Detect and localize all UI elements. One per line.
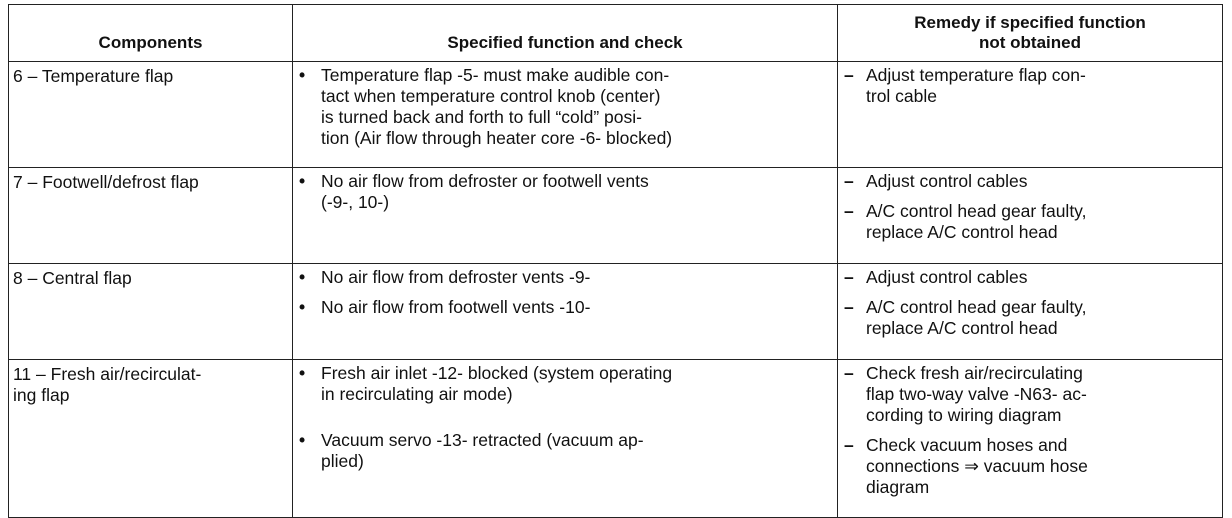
check-item bbox=[293, 427, 837, 476]
component-line: 11 – Fresh air/recirculat- bbox=[13, 364, 202, 384]
check-cell bbox=[293, 264, 838, 360]
component-line: 8 – Central flap bbox=[13, 268, 132, 288]
check-item bbox=[293, 168, 837, 217]
header-function: Specified function and check bbox=[293, 5, 838, 62]
dash-icon: – bbox=[844, 363, 854, 383]
bullet-icon: • bbox=[299, 65, 306, 85]
remedy-item bbox=[838, 432, 1222, 502]
remedy-line: flap two-way valve -N63- ac- bbox=[866, 384, 1087, 404]
remedy-cell bbox=[838, 62, 1223, 168]
check-item bbox=[293, 360, 837, 409]
check-line: tact when temperature control knob (center) bbox=[321, 86, 661, 106]
component-cell bbox=[9, 264, 293, 360]
component-cell bbox=[9, 360, 293, 518]
dash-icon: – bbox=[844, 65, 854, 85]
dash-icon: – bbox=[844, 201, 854, 221]
check-line: is turned back and forth to full “cold” posi- bbox=[321, 107, 642, 127]
remedy-cell bbox=[838, 360, 1223, 518]
remedy-item bbox=[838, 62, 1222, 111]
remedy-line: Check vacuum hoses and bbox=[866, 435, 1068, 455]
check-item bbox=[293, 264, 837, 292]
check-item bbox=[293, 62, 837, 153]
component-cell bbox=[9, 168, 293, 264]
bullet-icon: • bbox=[299, 363, 306, 383]
check-line: in recirculating air mode) bbox=[321, 384, 513, 404]
check-line: Vacuum servo -13- retracted (vacuum ap- bbox=[321, 430, 644, 450]
remedy-line: cording to wiring diagram bbox=[866, 405, 1062, 425]
dash-icon: – bbox=[844, 267, 854, 287]
dash-icon: – bbox=[844, 435, 854, 455]
check-line: Temperature flap -5- must make audible con- bbox=[321, 65, 670, 85]
spec-table-container bbox=[8, 4, 1222, 518]
remedy-line: trol cable bbox=[866, 86, 938, 106]
header-components: Components bbox=[9, 5, 293, 62]
remedy-item bbox=[838, 264, 1222, 292]
table-row bbox=[9, 264, 1223, 360]
check-line: No air flow from footwell vents -10- bbox=[321, 297, 591, 317]
remedy-item bbox=[838, 360, 1222, 430]
remedy-cell bbox=[838, 168, 1223, 264]
remedy-line: diagram bbox=[866, 477, 930, 497]
check-line: (-9-, 10-) bbox=[321, 192, 390, 212]
spec-table bbox=[8, 4, 1223, 518]
check-line: plied) bbox=[321, 451, 364, 471]
remedy-cell bbox=[838, 264, 1223, 360]
component-line: 7 – Footwell/defrost flap bbox=[13, 172, 199, 192]
dash-icon: – bbox=[844, 297, 854, 317]
check-cell bbox=[293, 360, 838, 518]
remedy-line: A/C control head gear faulty, bbox=[866, 201, 1087, 221]
header-remedy-line: Remedy if specified function bbox=[914, 13, 1146, 32]
bullet-icon: • bbox=[299, 267, 306, 287]
check-line: No air flow from defroster or footwell vents bbox=[321, 171, 649, 191]
bullet-icon: • bbox=[299, 430, 306, 450]
check-line: No air flow from defroster vents -9- bbox=[321, 267, 591, 287]
remedy-line: replace A/C control head bbox=[866, 318, 1058, 338]
bullet-icon: • bbox=[299, 171, 306, 191]
component-line: ing flap bbox=[13, 385, 70, 405]
header-remedy-line: not obtained bbox=[979, 33, 1081, 52]
table-row bbox=[9, 62, 1223, 168]
component-cell bbox=[9, 62, 293, 168]
remedy-line: connections ⇒ vacuum hose bbox=[866, 456, 1088, 476]
remedy-line: replace A/C control head bbox=[866, 222, 1058, 242]
dash-icon: – bbox=[844, 171, 854, 191]
remedy-item bbox=[838, 168, 1222, 196]
check-item bbox=[293, 294, 837, 322]
table-row bbox=[9, 168, 1223, 264]
table-row bbox=[9, 360, 1223, 518]
bullet-icon: • bbox=[299, 297, 306, 317]
check-line: tion (Air flow through heater core -6- blocked) bbox=[321, 128, 673, 148]
component-line: 6 – Temperature flap bbox=[13, 66, 174, 86]
remedy-line: Adjust temperature flap con- bbox=[866, 65, 1086, 85]
remedy-line: Adjust control cables bbox=[866, 171, 1028, 191]
remedy-item bbox=[838, 294, 1222, 343]
check-cell bbox=[293, 168, 838, 264]
remedy-item bbox=[838, 198, 1222, 247]
check-cell bbox=[293, 62, 838, 168]
header-remedy bbox=[838, 5, 1223, 62]
remedy-line: A/C control head gear faulty, bbox=[866, 297, 1087, 317]
remedy-line: Adjust control cables bbox=[866, 267, 1028, 287]
check-line: Fresh air inlet -12- blocked (system operating bbox=[321, 363, 673, 383]
header-row bbox=[9, 5, 1223, 62]
remedy-line: Check fresh air/recirculating bbox=[866, 363, 1083, 383]
